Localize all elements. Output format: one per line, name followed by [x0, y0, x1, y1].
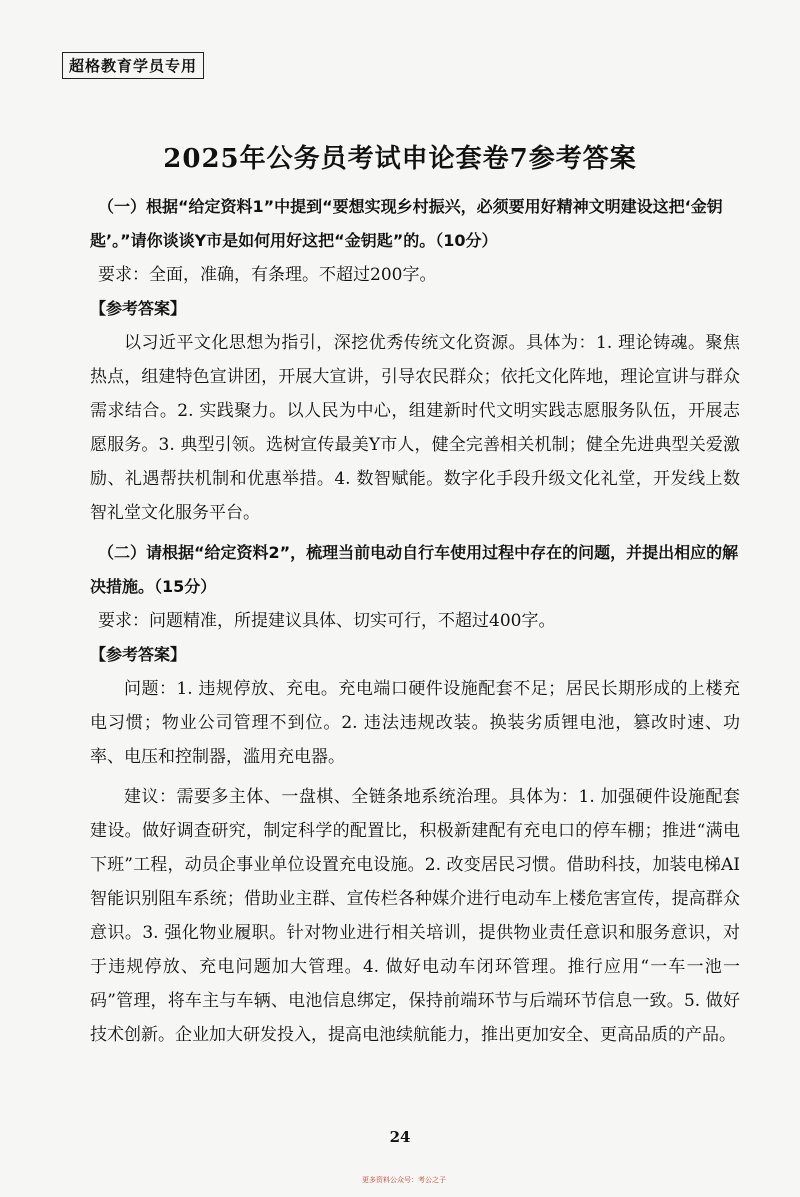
- watermark-stamp: 超格教育学员专用: [62, 52, 204, 79]
- requirement-2: 要求：问题精准，所提建议具体、切实可行，不超过400字。: [98, 611, 556, 631]
- answer-paragraph: 以习近平文化思想为指引，深挖优秀传统文化资源。具体为：1. 理论铸魂。聚焦热点，组建特色宣讲团，开展大宣讲，引导农民群众；依托文化阵地，理论宣讲与群众需求结合。2. 实践聚力。以人民为中心，组建新时代文明实践志愿服务队伍，开展志愿服务。3. 典型引领。选树宣传最美Y市人，健全完善相关机制；健全先进典型关爱激励、礼遇帮扶机制和优惠举措。4. 数智赋能。数字化手段升级文化礼堂，开发线上数智礼堂文化服务平台。: [90, 333, 740, 523]
- answer-paragraph-problems: 问题：1. 违规停放、充电。充电端口硬件设施配套不足；居民长期形成的上楼充电习惯；物业公司管理不到位。2. 违法违规改装。换装劣质锂电池，篡改时速、功率、电压和控制器，滥用充电器。: [90, 679, 740, 767]
- page-number: 24: [389, 1128, 411, 1146]
- requirement-1: 要求：全面，准确，有条理。不超过200字。: [98, 265, 437, 285]
- question-1: （一）根据“给定资料1”中提到“要想实现乡村振兴，必须要用好精神文明建设这把‘金钥匙’。”请你谈谈Y市是如何用好这把“金钥匙”的。（10分）: [90, 197, 723, 250]
- answer-paragraph-suggestions: 建议：需要多主体、一盘棋、全链条地系统治理。具体为：1. 加强硬件设施配套建设。做好调查研究，制定科学的配置比，积极新建配有充电口的停车棚；推进“满电下班”工程，动员企事业单位设置充电设施。2. 改变居民习惯。借助科技，加装电梯AI智能识别阻车系统；借助业主群、宣传栏各种媒介进行电动车上楼危害宣传，提高群众意识。3. 强化物业履职。针对物业进行相关培训，提供物业责任意识和服务意识，对于违规停放、充电问题加大管理。4. 做好电动车闭环管理。推行应用“一车一池一码”管理，将车主与车辆、电池信息绑定，保持前端环节与后端环节信息一致。5. 做好技术创新。企业加大研发投入，提高电池续航能力，推出更加安全、更高品质的产品。: [90, 787, 740, 1045]
- page-title: 2025年公务员考试申论套卷7参考答案: [163, 144, 637, 174]
- answer-label-1: 【参考答案】: [90, 299, 187, 318]
- question-2: （二）请根据“给定资料2”，梳理当前电动自行车使用过程中存在的问题，并提出相应的解决措施。（15分）: [90, 543, 739, 596]
- answer-label-2: 【参考答案】: [90, 645, 187, 664]
- document-body: [90, 190, 740, 1052]
- footer-note: 更多资料公众号：考公之子: [362, 1176, 446, 1184]
